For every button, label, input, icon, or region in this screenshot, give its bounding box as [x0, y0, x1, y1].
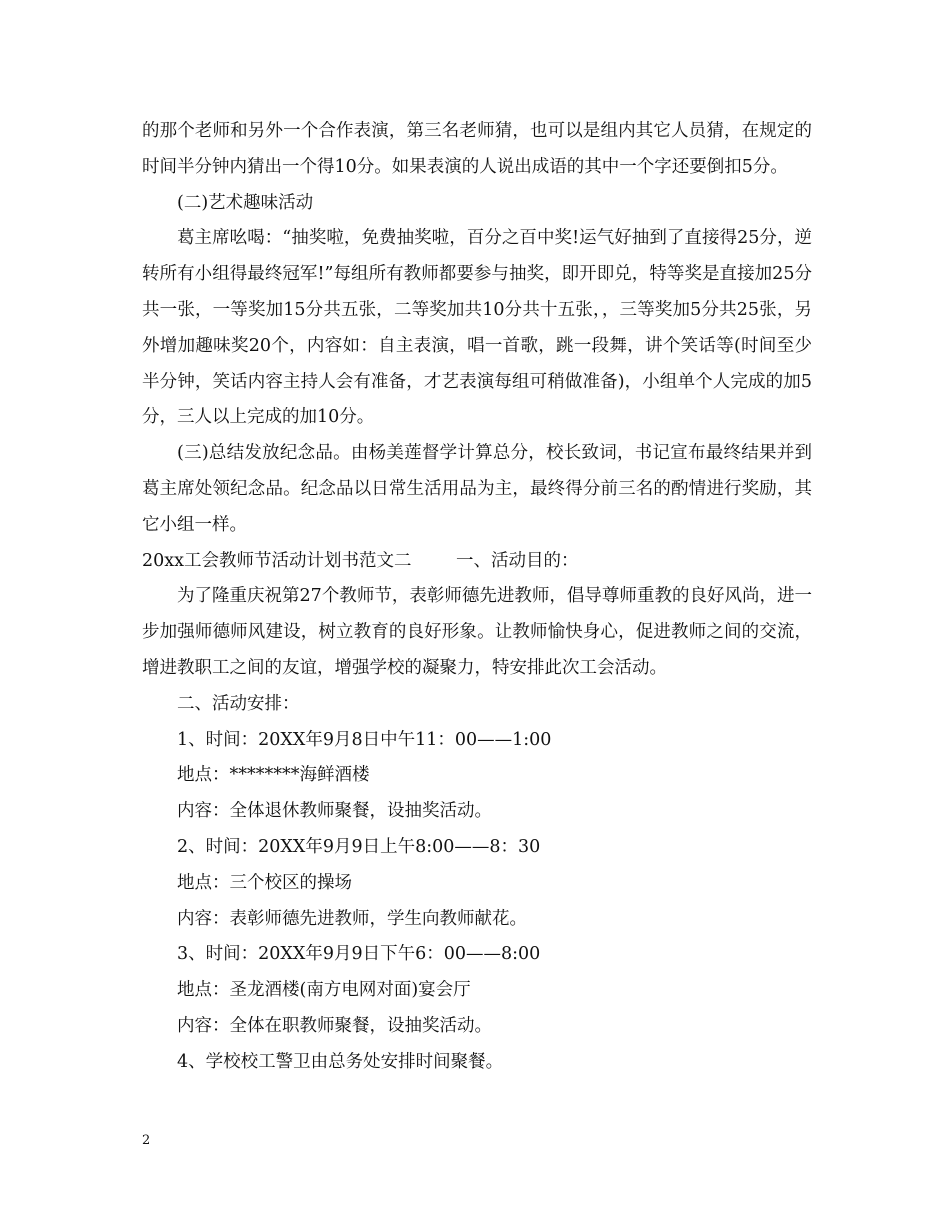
paragraph-summary: (三)总结发放纪念品。由杨美莲督学计算总分，校长致词，书记宣布最终结果并到葛主席处领纪念品。纪念品以日常生活用品为主，最终得分前三名的酌情进行奖励，其它小组一样。	[142, 443, 812, 535]
schedule-line: 内容：全体退休教师聚餐，设抽奖活动。	[177, 801, 492, 822]
schedule-line: 地点：圣龙酒楼(南方电网对面)宴会厅	[177, 980, 471, 1001]
section-heading-arrangement: 二、活动安排：	[177, 693, 300, 714]
section-heading-art-activity: (二)艺术趣味活动	[177, 192, 314, 213]
schedule-line: 3、时间：20XX年9月9日下午6：00——8:00	[177, 944, 541, 965]
schedule-line: 2、时间：20XX年9月9日上午8:00——8：30	[177, 836, 541, 857]
document-body	[142, 114, 812, 1081]
document-subtitle: 20xx工会教师节活动计划书范文二	[142, 550, 412, 571]
document-title-row	[142, 544, 812, 580]
paragraph-charades-rules: 的那个老师和另外一个合作表演，第三名老师猜，也可以是组内其它人员猜，在规定的时间半分钟内猜出一个得10分。如果表演的人说出成语的其中一个字还要倒扣5分。	[142, 121, 812, 177]
schedule-line: 4、学校校工警卫由总务处安排时间聚餐。	[177, 1051, 504, 1072]
section-heading-purpose: 一、活动目的：	[456, 550, 579, 571]
page-number: 2	[142, 1133, 151, 1148]
paragraph-purpose: 为了隆重庆祝第27个教师节，表彰师德先进教师，倡导尊师重教的良好风尚，进一步加强师德师风建设，树立教育的良好形象。让教师愉快身心，促进教师之间的交流，增进教职工之间的友谊，增强学校的凝聚力，特安排此次工会活动。	[142, 586, 812, 678]
schedule-line: 地点：********海鲜酒楼	[177, 765, 370, 786]
schedule-line: 1、时间：20XX年9月8日中午11：00——1:00	[177, 729, 552, 750]
schedule-line: 内容：表彰师德先进教师，学生向教师献花。	[177, 908, 527, 929]
schedule-line: 地点：三个校区的操场	[177, 872, 352, 893]
paragraph-lottery: 葛主席吆喝：“抽奖啦，免费抽奖啦，百分之百中奖!运气好抽到了直接得25分，逆转所有小组得最终冠军!”每组所有教师都要参与抽奖，即开即兑，特等奖是直接加25分共一张，一等奖加15分共五张，二等奖加共10分共十五张，，三等奖加5分共25张，另外增加趣味奖20个，内容如：自主表演，唱一首歌，跳一段舞，讲个笑话等(时间至少半分钟，笑话内容主持人会有准备，才艺表演每组可稍做准备)，小组单个人完成的加5分，三人以上完成的加10分。	[142, 228, 812, 428]
schedule-line: 内容：全体在职教师聚餐，设抽奖活动。	[177, 1015, 492, 1036]
